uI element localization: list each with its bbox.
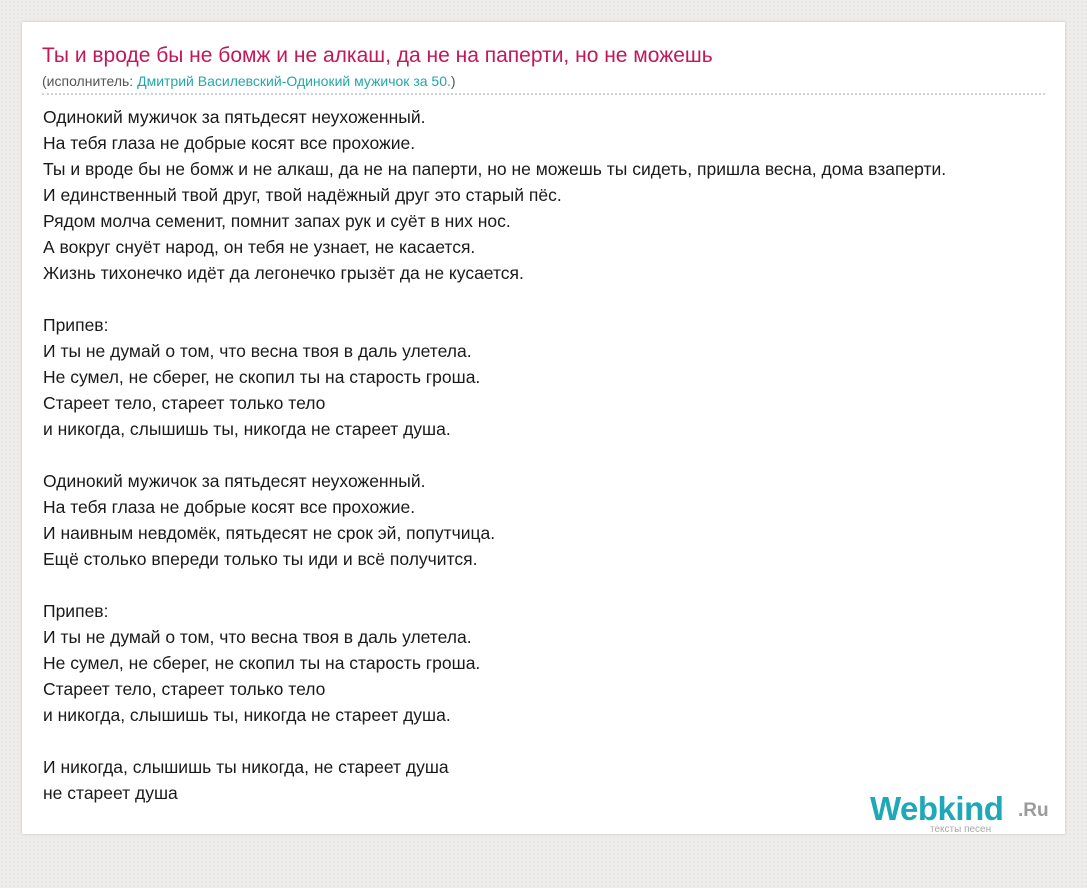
lyric-line: И наивным невдомёк, пятьдесят не срок эй, попутчица. [43, 523, 496, 543]
lyric-line: Припев: [43, 315, 109, 335]
artist-prefix: (исполнитель: [42, 73, 138, 89]
artist-link[interactable]: Дмитрий Василевский-Одинокий мужичок за 50. [137, 73, 451, 89]
artist-line [42, 72, 456, 90]
song-title: Ты и вроде бы не бомж и не алкаш, да не на паперти, но не можешь [42, 44, 713, 67]
lyric-line: Одинокий мужичок за пятьдесят неухоженный. [43, 107, 426, 127]
lyric-line: Рядом молча семенит, помнит запах рук и суёт в них нос. [43, 211, 511, 231]
lyric-line: Ты и вроде бы не бомж и не алкаш, да не на паперти, но не можешь ты сидеть, пришла весна, дома взаперти. [43, 159, 947, 179]
lyric-line: Жизнь тихонечко идёт да легонечко грызёт да не кусается. [43, 263, 524, 283]
lyric-line: Ещё столько впереди только ты иди и всё получится. [43, 549, 478, 569]
lyric-line: Не сумел, не сберег, не скопил ты на старость гроша. [43, 367, 481, 387]
lyrics-card [22, 22, 1065, 834]
lyric-line: Не сумел, не сберег, не скопил ты на старость гроша. [43, 653, 481, 673]
lyric-line: Одинокий мужичок за пятьдесят неухоженный. [43, 471, 426, 491]
logo-tld: .Ru [1018, 800, 1049, 821]
lyric-line: На тебя глаза не добрые косят все прохожие. [43, 497, 416, 517]
lyric-line: Припев: [43, 601, 109, 621]
dotted-divider [42, 93, 1045, 95]
stanza-break [43, 728, 1065, 754]
lyric-line: и никогда, слышишь ты, никогда не стареет душа. [43, 419, 451, 439]
lyric-line: И единственный твой друг, твой надёжный друг это старый пёс. [43, 185, 562, 205]
lyric-line: Стареет тело, стареет только тело [43, 679, 326, 699]
lyric-line: И никогда, слышишь ты никогда, не стареет душа [43, 757, 449, 777]
stanza-break [43, 286, 1065, 312]
logo-tagline: тексты песен [930, 824, 992, 834]
lyric-line: А вокруг снуёт народ, он тебя не узнает, не касается. [43, 237, 476, 257]
stanza-break [43, 442, 1065, 468]
lyric-line: На тебя глаза не добрые косят все прохожие. [43, 133, 416, 153]
logo-name: Webkind [870, 790, 1004, 827]
lyric-line: И ты не думай о том, что весна твоя в даль улетела. [43, 341, 472, 361]
lyrics-text [43, 104, 1065, 806]
lyric-line: не стареет душа [43, 783, 178, 803]
lyric-line: и никогда, слышишь ты, никогда не стареет душа. [43, 705, 451, 725]
lyric-line: Стареет тело, стареет только тело [43, 393, 326, 413]
lyric-line: И ты не думай о том, что весна твоя в даль улетела. [43, 627, 472, 647]
artist-suffix: ) [450, 73, 456, 89]
webkind-logo[interactable] [870, 790, 1065, 834]
stanza-break [43, 572, 1065, 598]
